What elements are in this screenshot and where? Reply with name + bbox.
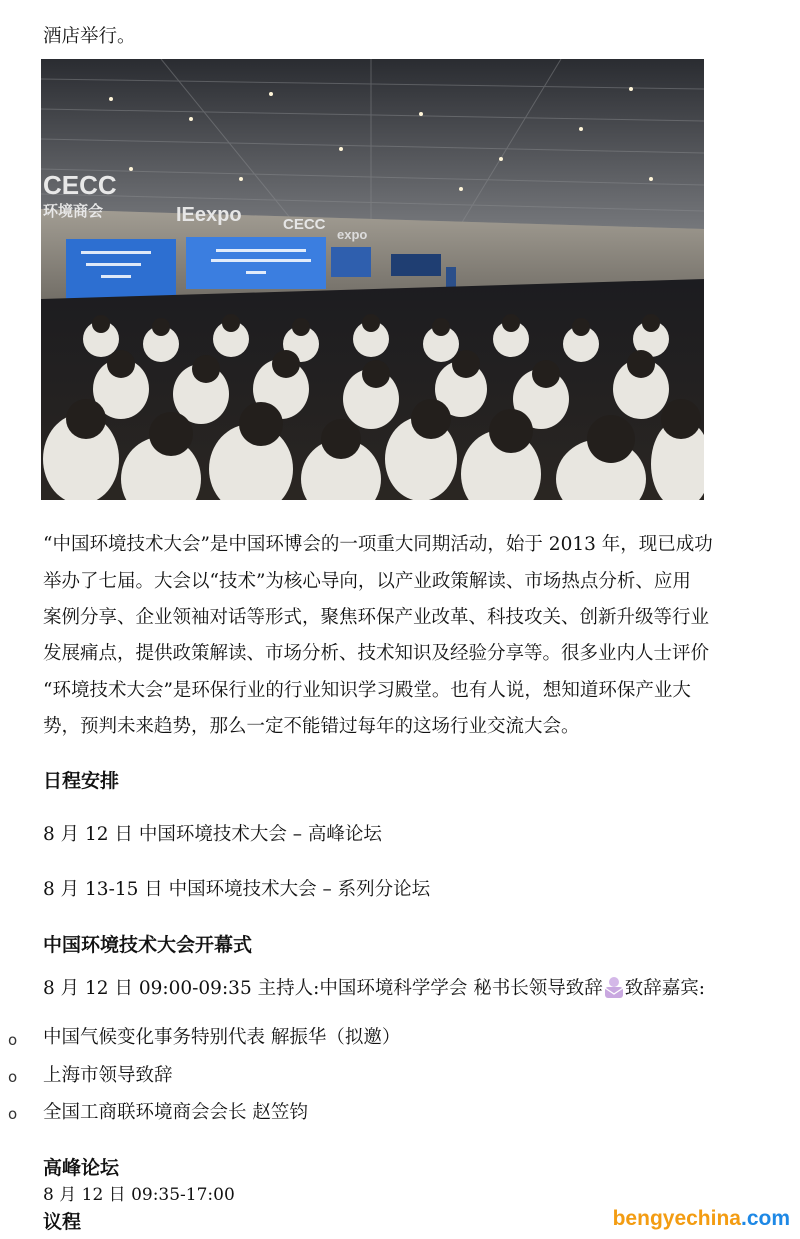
wall-logo-expo: expo [337,227,368,242]
intro-text-tail: 酒店举行。 [43,26,136,47]
bullet-marker: o [8,1105,18,1123]
summit-heading: 高峰论坛 [43,1157,120,1179]
opening-heading: 中国环境技术大会开幕式 [43,934,253,956]
list-item: 上海市领导致辞 [43,1065,173,1086]
site-watermark [613,1207,790,1231]
opening-time-line [43,974,705,1000]
conference-photo-illustration [41,59,704,500]
list-item: 中国气候变化事务特别代表 解振华（拟邀） [43,1027,401,1048]
paragraph-line: 势，预判未来趋势，那么一定不能错过每年的这场行业交流大会。 [43,716,580,737]
wall-logo-cecc-left: CECC [43,170,117,200]
agenda-heading: 议程 [43,1211,82,1233]
watermark-domain: .com [740,1207,790,1230]
schedule-item: 8 月 12 日 中国环境技术大会 – 高峰论坛 [43,824,382,845]
bullet-marker: o [8,1068,18,1086]
schedule-item: 8 月 13-15 日 中国环境技术大会 – 系列分论坛 [43,879,431,900]
paragraph-line: “环境技术大会”是环保行业的行业知识学习殿堂。也有人说，想知道环保产业大 [43,680,691,701]
opening-time-text: 8 月 12 日 09:00-09:35 主持人:中国环境科学学会 秘书长领导致辞 [43,978,603,999]
conference-photo [41,59,704,500]
paragraph-line: 举办了七届。大会以“技术”为核心导向，以产业政策解读、市场热点分析、应用 [43,571,691,592]
wall-logo-ieexpo: IEexpo [176,204,242,226]
wall-logo-chinese: 环境商会 [43,202,104,220]
watermark-name: bengyechina [612,1207,741,1230]
opening-guests-label: 致辞嘉宾: [624,978,705,999]
paragraph-line: “中国环境技术大会”是中国环博会的一项重大同期活动，始于 2013 年，现已成功 [43,534,713,555]
paragraph-line: 案例分享、企业领袖对话等形式，聚焦环保产业改革、科技攻关、创新升级等行业 [43,607,710,628]
schedule-heading: 日程安排 [43,770,120,792]
paragraph-line: 发展痛点，提供政策解读、市场分析、技术知识及经验分享等。很多业内人士评价 [43,643,710,664]
list-item: 全国工商联环境商会会长 赵笠钧 [43,1102,308,1123]
bullet-marker: o [8,1031,18,1049]
user-icon [604,976,624,998]
wall-logo-cecc-center: CECC [283,216,326,233]
summit-time: 8 月 12 日 09:35-17:00 [43,1185,235,1205]
